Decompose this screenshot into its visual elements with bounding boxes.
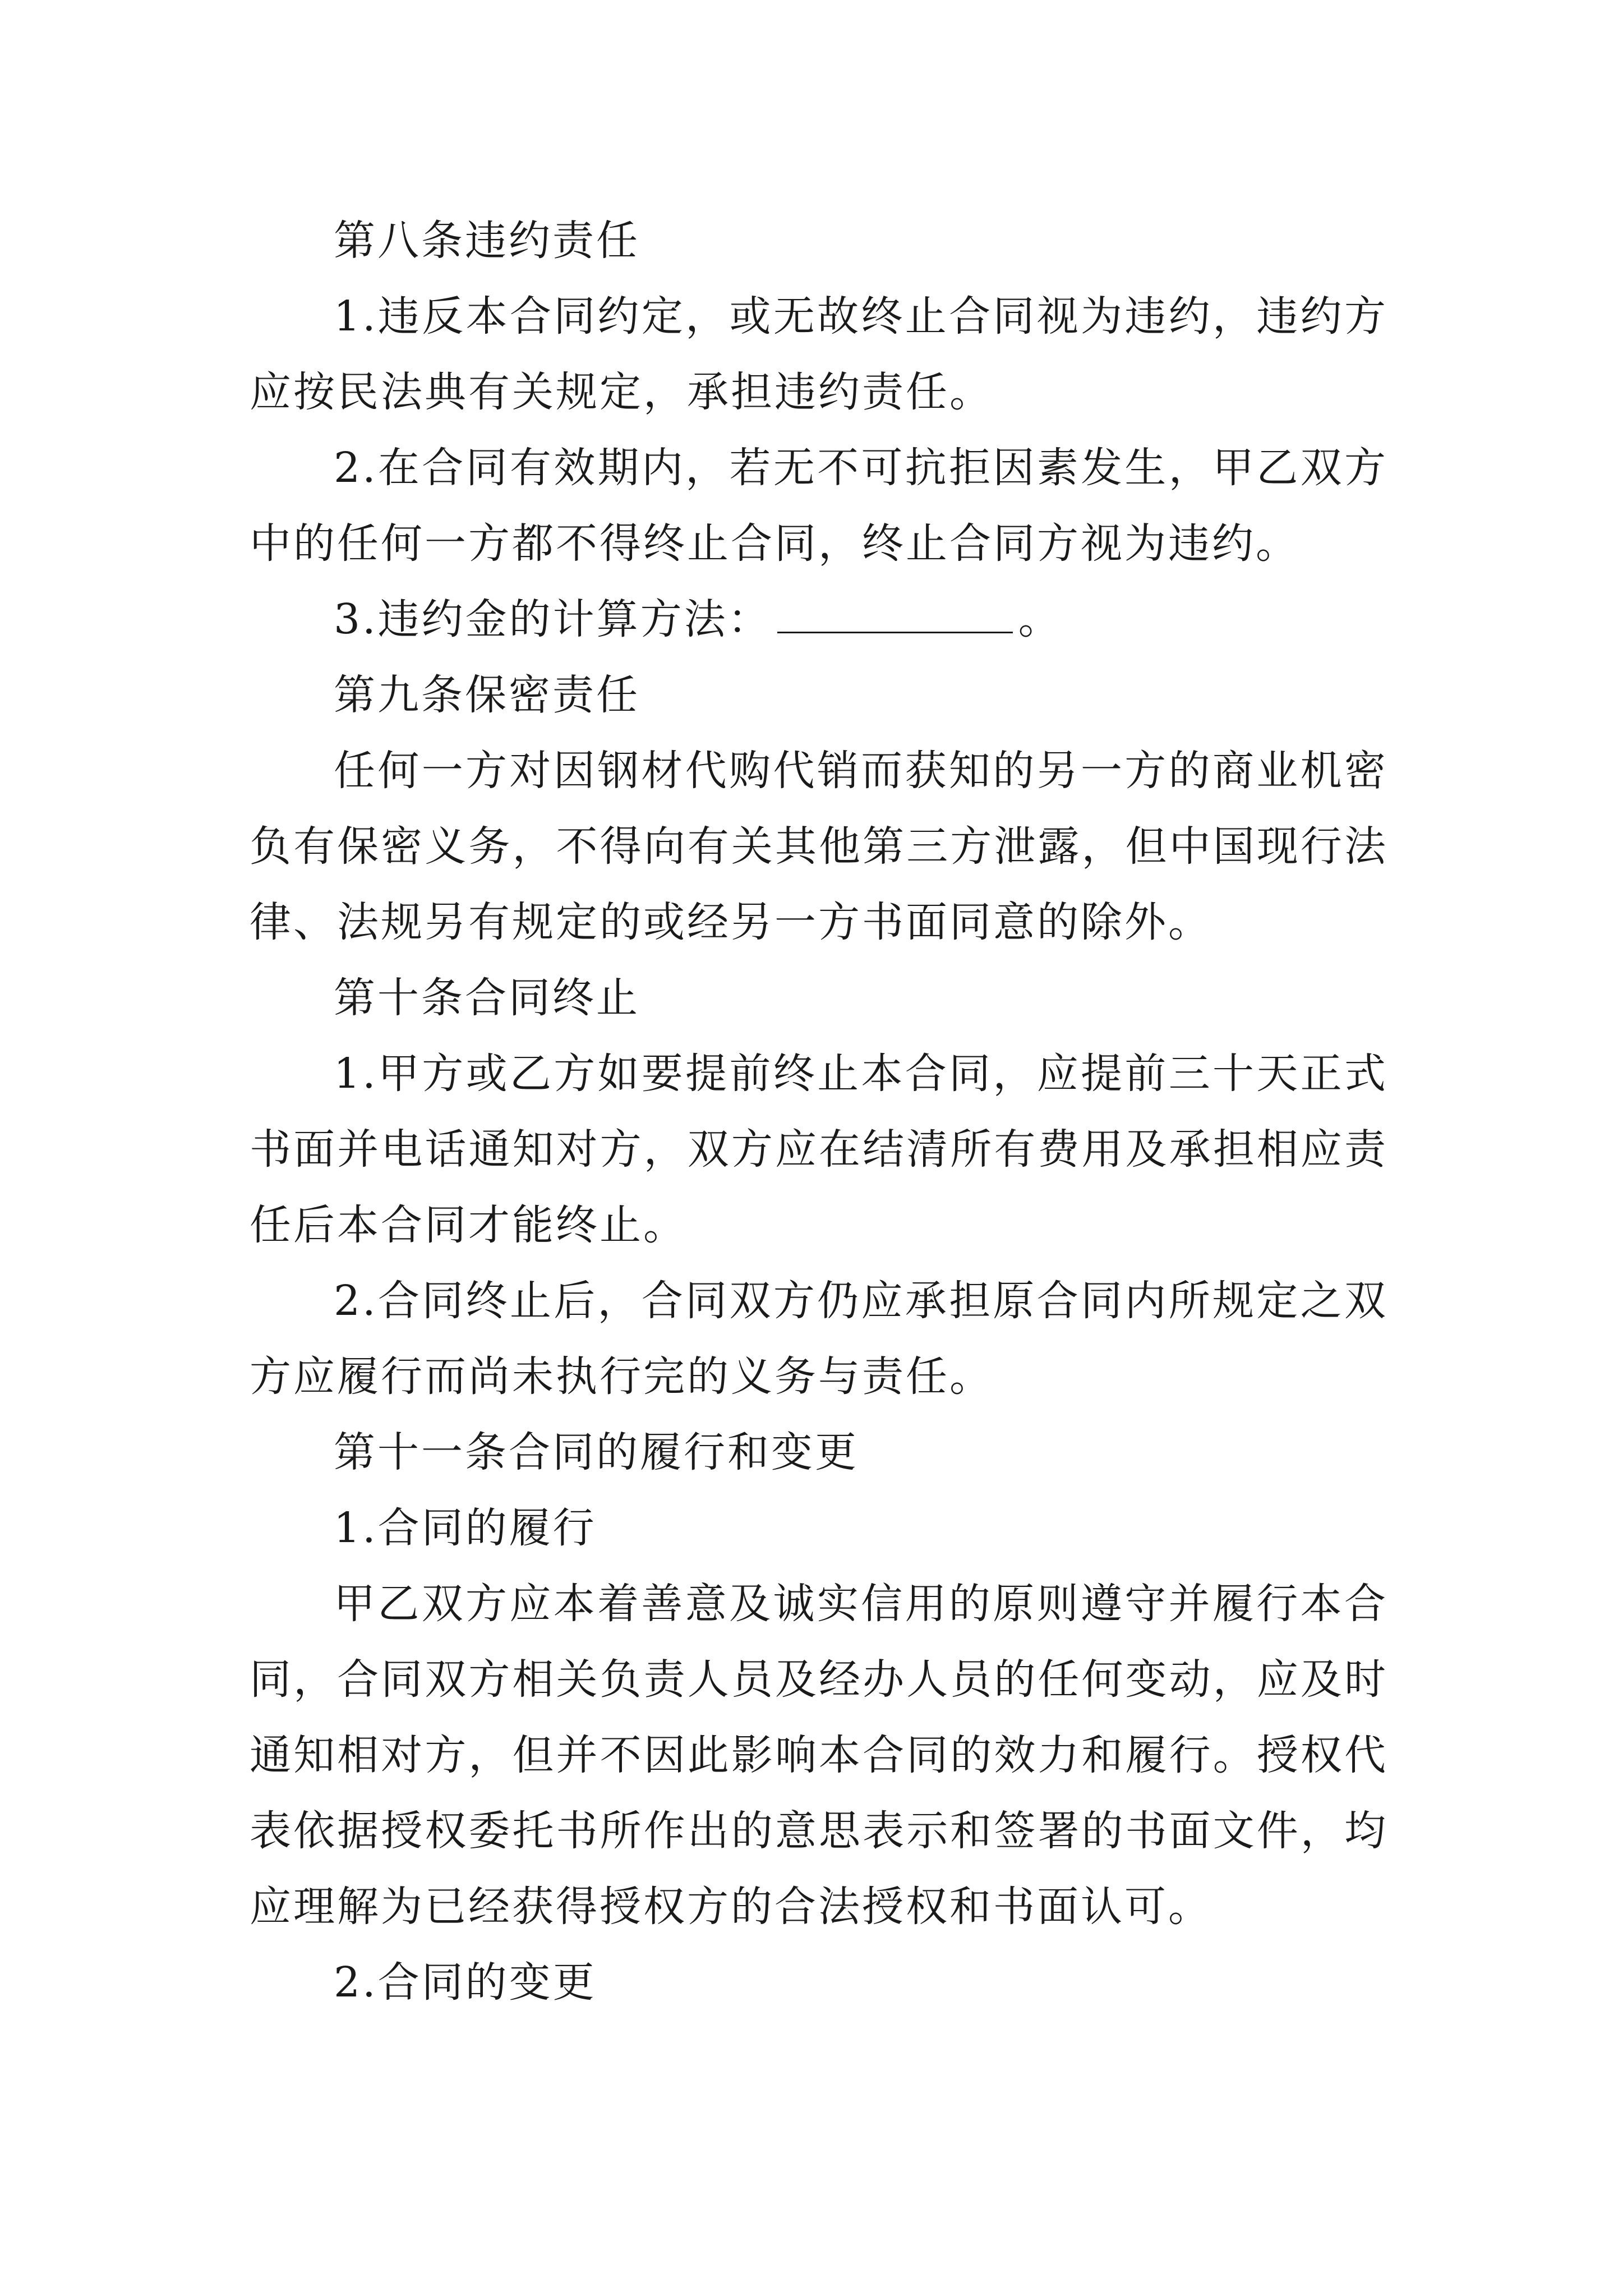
article-11-sub-1-title: 1.合同的履行 bbox=[334, 1504, 597, 1552]
article-11-title: 第十一条合同的履行和变更 bbox=[334, 1428, 859, 1476]
article-8-item-2: 2.在合同有效期内，若无不可抗拒因素发生，甲乙双方中的任何一方都不得终止合同，终止合同方视为违约。 bbox=[250, 444, 1388, 568]
article-11-sub-2-title: 2.合同的变更 bbox=[334, 1958, 597, 2007]
article-9-body: 任何一方对因钢材代购代销而获知的另一方的商业机密负有保密义务，不得向有关其他第三方泄露，但中国现行法律、法规另有规定的或经另一方书面同意的除外。 bbox=[250, 747, 1388, 946]
article-9-title: 第九条保密责任 bbox=[334, 671, 640, 719]
article-10-item-1: 1.甲方或乙方如要提前终止本合同，应提前三十天正式书面并电话通知对方，双方应在结清所有费用及承担相应责任后本合同才能终止。 bbox=[250, 1050, 1388, 1249]
article-10-item-2: 2.合同终止后，合同双方仍应承担原合同内所规定之双方应履行而尚未执行完的义务与责任。 bbox=[250, 1277, 1388, 1401]
article-10-title: 第十条合同终止 bbox=[334, 974, 640, 1022]
article-8-title: 第八条违约责任 bbox=[334, 217, 640, 265]
article-8-item-3-end: 。 bbox=[1018, 595, 1062, 643]
article-11-sub-1-body: 甲乙双方应本着善意及诚实信用的原则遵守并履行本合同，合同双方相关负责人员及经办人员的任何变动，应及时通知相对方，但并不因此影响本合同的效力和履行。授权代表依据授权委托书所作出的意思表示和签署的书面文件，均应理解为已经获得授权方的合法授权和书面认可。 bbox=[250, 1580, 1388, 1931]
article-8-item-1: 1.违反本合同约定，或无故终止合同视为违约，违约方应按民法典有关规定，承担违约责任。 bbox=[250, 292, 1388, 416]
article-8-item-3 bbox=[250, 582, 1388, 657]
document-body bbox=[250, 203, 1388, 2021]
penalty-calculation-blank bbox=[777, 597, 1013, 633]
article-8-item-3-text: 3.违约金的计算方法： bbox=[334, 595, 772, 643]
